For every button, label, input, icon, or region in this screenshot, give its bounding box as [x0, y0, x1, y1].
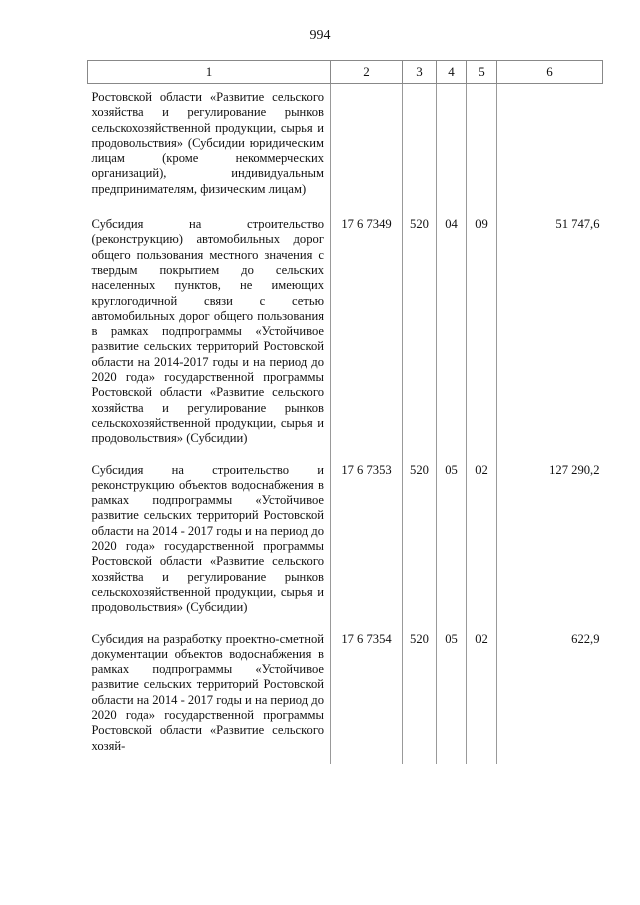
- row-subsection: 02: [467, 626, 497, 764]
- row-section: [437, 84, 467, 212]
- row-section: 05: [437, 626, 467, 764]
- header-col-6: 6: [497, 61, 603, 84]
- table-header-row: [88, 61, 603, 84]
- row-amount: 622,9: [497, 626, 603, 764]
- row-section: 05: [437, 457, 467, 626]
- table-row: [88, 84, 603, 212]
- row-amount: 127 290,2: [497, 457, 603, 626]
- header-col-2: 2: [331, 61, 403, 84]
- header-col-3: 3: [403, 61, 437, 84]
- row-description: Ростовской области «Развитие сельского хозяйства и регулирование рынков сельскохозяйственной продукции, сырья и продовольствия» (Субсидии юридическим лицам (кроме некоммерческих организаций), индивидуальным предпринимателям, физическим лицам): [91, 90, 324, 196]
- row-section: 04: [437, 211, 467, 456]
- header-col-5: 5: [467, 61, 497, 84]
- row-expense-type: 520: [403, 211, 437, 456]
- row-subsection: 02: [467, 457, 497, 626]
- row-expense-type: 520: [403, 457, 437, 626]
- row-target-code: 17 6 7353: [331, 457, 403, 626]
- page-number: 994: [309, 28, 331, 43]
- budget-table: [87, 60, 603, 764]
- row-target-code: [331, 84, 403, 212]
- row-description: Субсидия на строительство и реконструкцию объектов водоснабжения в рамках подпрограммы «Устойчивое развитие сельских территорий Ростовской области на 2014 - 2017 годы и на период до 2020 года» государственной программы Ростовской области «Развитие сельского хозяйства и регулирование рынков сельскохозяйственной продукции, сырья и продовольствия» (Субсидии): [91, 462, 324, 615]
- row-amount: 51 747,6: [497, 211, 603, 456]
- row-subsection: [467, 84, 497, 212]
- row-description: Субсидия на строительство (реконструкцию) автомобильных дорог общего пользования местного значения с твердым покрытием до сельских населенных пунктов, не имеющих круглогодичной связи с сетью автомобильных дорог общего пользования в рамках подпрограммы «Устойчивое развитие сельских территорий Ростовской области на 2014-2017 годы и на период до 2020 года» государственной программы Ростовской области «Развитие сельского хозяйства и регулирование рынков сельскохозяйственной продукции, сырья и продовольствия» (Субсидии): [91, 217, 324, 446]
- table-row: [88, 211, 603, 456]
- row-target-code: 17 6 7349: [331, 211, 403, 456]
- table-row: [88, 457, 603, 626]
- row-description: Субсидия на разработку проектно-сметной документации объектов водоснабжения в рамках подпрограммы «Устойчивое развитие сельских территорий Ростовской области на 2014 - 2017 годы и на период до 2020 года» государственной программы Ростовской области «Развитие сельского хозяй-: [91, 631, 324, 753]
- table-row: [88, 626, 603, 764]
- row-expense-type: [403, 84, 437, 212]
- row-target-code: 17 6 7354: [331, 626, 403, 764]
- row-amount: [497, 84, 603, 212]
- header-col-1: 1: [88, 61, 331, 84]
- header-col-4: 4: [437, 61, 467, 84]
- row-subsection: 09: [467, 211, 497, 456]
- row-expense-type: 520: [403, 626, 437, 764]
